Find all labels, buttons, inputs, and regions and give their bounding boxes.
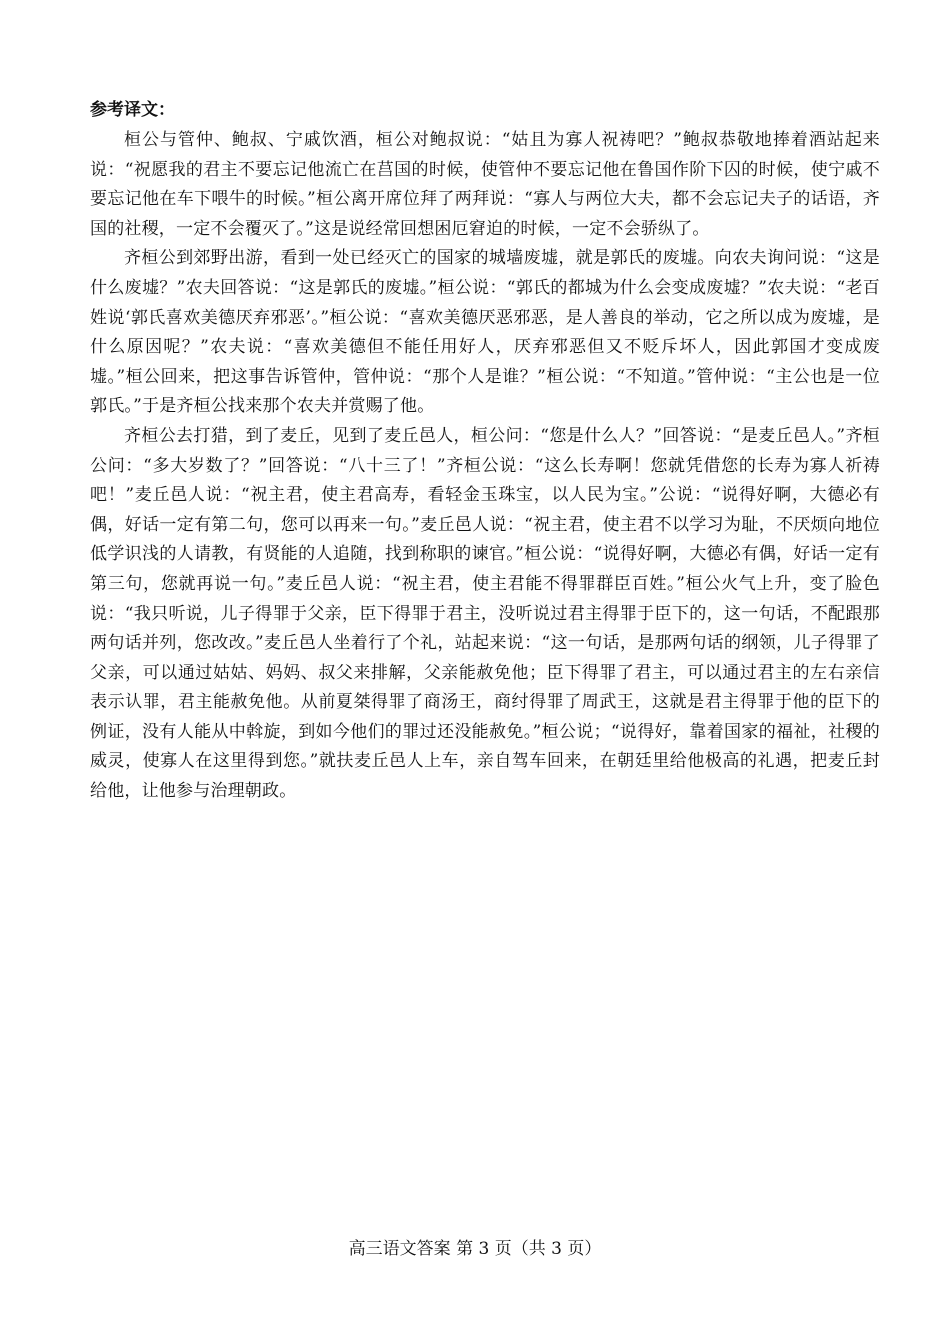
document-body — [90, 96, 880, 807]
page-footer: 高三语文答案 第 3 页（共 3 页） — [348, 1239, 602, 1259]
paragraph-2: 齐桓公到郊野出游，看到一处已经灭亡的国家的城墙废墟，就是郭氏的废墟。向农夫询问说：“这是什么废墟？”农夫回答说：“这是郭氏的废墟。”桓公说：“郭氏的都城为什么会变成废墟？”农夫说：“老百姓说‘郭氏喜欢美德厌弃邪恶’。”桓公说：“喜欢美德厌恶邪恶，是人善良的举动，它之所以成为废墟，是什么原因呢？”农夫说：“喜欢美德但不能任用好人，厌弃邪恶但又不贬斥坏人，因此郭国才变成废墟。”桓公回来，把这事告诉管仲，管仲说：“那个人是谁？”桓公说：“不知道。”管仲说：“主公也是一位郭氏。”于是齐桓公找来那个农夫并赏赐了他。 — [90, 248, 880, 417]
section-heading: 参考译文： — [90, 100, 175, 120]
paragraph-3: 齐桓公去打猎，到了麦丘，见到了麦丘邑人，桓公问：“您是什么人？”回答说：“是麦丘邑人。”齐桓公问：“多大岁数了？”回答说：“八十三了！”齐桓公说：“这么长寿啊！您就凭借您的长寿为寡人祈祷吧！”麦丘邑人说：“祝主君，使主君高寿，看轻金玉珠宝，以人民为宝。”公说：“说得好啊，大德必有偶，好话一定有第二句，您可以再来一句。”麦丘邑人说：“祝主君，使主君不以学习为耻，不厌烦向地位低学识浅的人请教，有贤能的人追随，找到称职的谏官。”桓公说：“说得好啊，大德必有偶，好话一定有第三句，您就再说一句。”麦丘邑人说：“祝主君，使主君能不得罪群臣百姓。”桓公火气上升，变了脸色说：“我只听说，儿子得罪于父亲，臣下得罪于君主，没听说过君主得罪于臣下的，这一句话，不配跟那两句话并列，您改改。”麦丘邑人坐着行了个礼，站起来说：“这一句话，是那两句话的纲领，儿子得罪了父亲，可以通过姑姑、妈妈、叔父来排解，父亲能赦免他；臣下得罪了君主，可以通过君主的左右亲信表示认罪，君主能赦免他。从前夏桀得罪了商汤王，商纣得罪了周武王，这就是君主得罪于他的臣下的例证，没有人能从中斡旋，到如今他们的罪过还没能赦免。”桓公说；“说得好，靠着国家的福祉，社稷的威灵，使寡人在这里得到您。”就扶麦丘邑人上车，亲自驾车回来，在朝廷里给他极高的礼遇，把麦丘封给他，让他参与治理朝政。 — [90, 425, 880, 802]
paragraph-1: 桓公与管仲、鲍叔、宁戚饮酒，桓公对鲍叔说：“姑且为寡人祝祷吧？”鲍叔恭敬地捧着酒站起来说：“祝愿我的君主不要忘记他流亡在莒国的时候，使管仲不要忘记他在鲁国作阶下囚的时候，使宁戚不要忘记他在车下喂牛的时候。”桓公离开席位拜了两拜说：“寡人与两位大夫，都不会忘记夫子的话语，齐国的社稷，一定不会覆灭了。”这是说经常回想困厄窘迫的时候，一定不会骄纵了。 — [90, 130, 880, 239]
